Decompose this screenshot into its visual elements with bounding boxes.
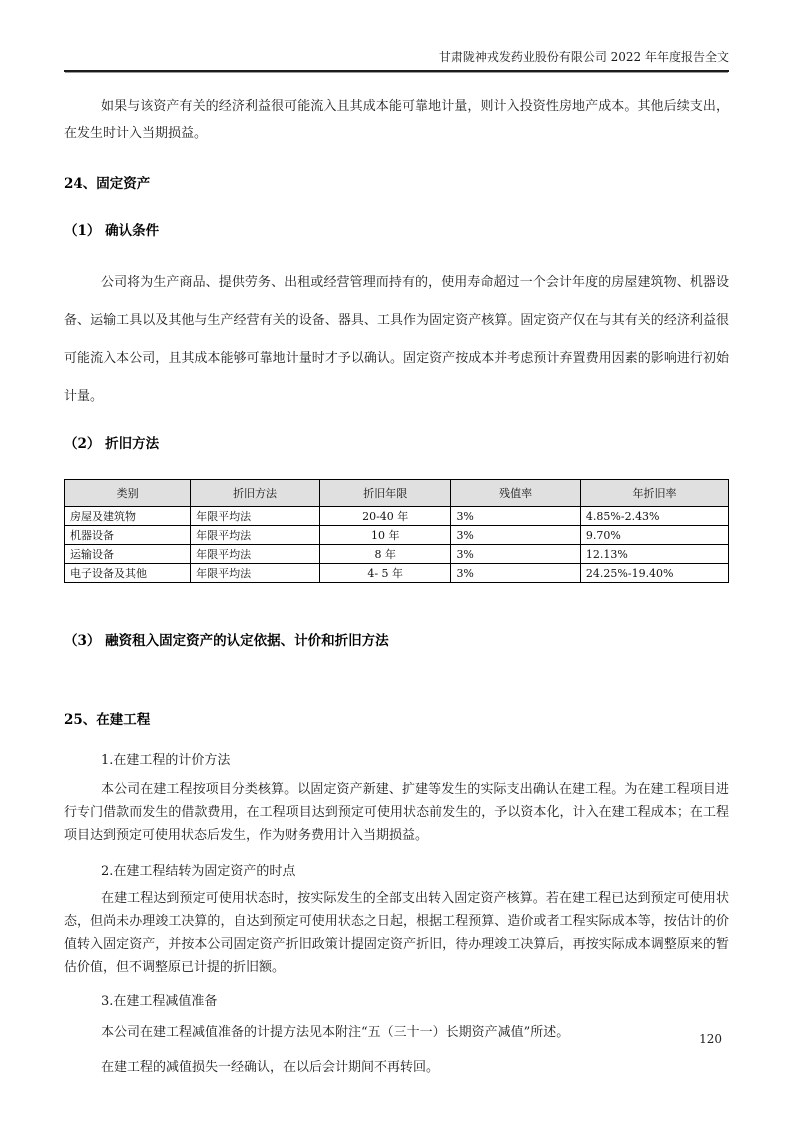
document-content [64, 93, 729, 1079]
section-24-heading: 24、固定资产 [64, 176, 151, 192]
table-cell: 10 年 [319, 526, 450, 545]
table-cell: 9.70% [580, 526, 728, 545]
table-cell: 24.25%-19.40% [580, 564, 728, 583]
table-cell: 12.13% [580, 545, 728, 564]
table-header-years: 折旧年限 [319, 480, 450, 507]
table-row [65, 526, 729, 545]
section-25-item3-paragraph1: 本公司在建工程减值准备的计提方法见本附注“五（三十一）长期资产减值”所述。 [101, 1025, 570, 1040]
table-cell: 8 年 [319, 545, 450, 564]
table-cell: 机器设备 [65, 526, 191, 545]
table-header-residual-rate: 残值率 [451, 480, 580, 507]
table-header-row [65, 480, 729, 507]
table-cell: 3% [451, 507, 580, 526]
table-cell: 房屋及建筑物 [65, 507, 191, 526]
table-row [65, 564, 729, 583]
table-header-annual-rate: 年折旧率 [580, 480, 728, 507]
table-cell: 运输设备 [65, 545, 191, 564]
report-header-title: 甘肃陇神戎发药业股份有限公司 2022 年年度报告全文 [64, 0, 729, 72]
table-header-category: 类别 [65, 480, 191, 507]
section-25-heading: 25、在建工程 [64, 712, 151, 728]
section-24-sub3-heading: （3） 融资租入固定资产的认定依据、计价和折旧方法 [64, 633, 389, 649]
table-cell: 年限平均法 [191, 545, 320, 564]
table-header-method: 折旧方法 [191, 480, 320, 507]
table-cell: 年限平均法 [191, 526, 320, 545]
table-row [65, 545, 729, 564]
table-cell: 3% [451, 526, 580, 545]
table-cell: 电子设备及其他 [65, 564, 191, 583]
section-25-item1-paragraph: 本公司在建工程按项目分类核算。以固定资产新建、扩建等发生的实际支出确认在建工程。为在建工程项目进行专门借款而发生的借款费用，在工程项目达到预定可使用状态前发生的，予以资本化，计入在建工程成本；在工程项目达到预定可使用状态后发生，作为财务费用计入当期损益。 [64, 782, 729, 843]
section-25-item3-title: 3.在建工程减值准备 [101, 994, 218, 1009]
table-cell: 年限平均法 [191, 507, 320, 526]
section-25-item2-paragraph: 在建工程达到预定可使用状态时，按实际发生的全部支出转入固定资产核算。若在建工程已达到预定可使用状态，但尚未办理竣工决算的，自达到预定可使用状态之日起，根据工程预算、造价或者工程实际成本等，按估计的价值转入固定资产，并按本公司固定资产折旧政策计提固定资产折旧，待办理竣工决算后，再按实际成本调整原来的暂估价值，但不调整原已计提的折旧额。 [64, 891, 729, 975]
table-cell: 20-40 年 [319, 507, 450, 526]
page-number: 120 [699, 1032, 722, 1046]
table-cell: 年限平均法 [191, 564, 320, 583]
intro-paragraph: 如果与该资产有关的经济利益很可能流入且其成本能可靠地计量，则计入投资性房地产成本。其他后续支出，在发生时计入当期损益。 [64, 99, 729, 141]
section-25-item3-paragraph2: 在建工程的减值损失一经确认，在以后会计期间不再转回。 [101, 1060, 440, 1075]
section-25-item2-title: 2.在建工程结转为固定资产的时点 [101, 864, 296, 879]
section-24-sub2-heading: （2） 折旧方法 [64, 436, 160, 452]
section-24-sub1-heading: （1） 确认条件 [64, 223, 160, 239]
depreciation-table [64, 479, 729, 583]
table-row [65, 507, 729, 526]
table-cell: 4.85%-2.43% [580, 507, 728, 526]
section-25-item1-title: 1.在建工程的计价方法 [101, 753, 231, 768]
section-24-sub1-paragraph: 公司将为生产商品、提供劳务、出租或经营管理而持有的，使用寿命超过一个会计年度的房屋建筑物、机器设备、运输工具以及其他与生产经营有关的设备、器具、工具作为固定资产核算。固定资产仅在与其有关的经济利益很可能流入本公司，且其成本能够可靠地计量时才予以确认。固定资产按成本并考虑预计弃置费用因素的影响进行初始计量。 [64, 275, 729, 404]
table-cell: 3% [451, 564, 580, 583]
table-cell: 3% [451, 545, 580, 564]
table-cell: 4- 5 年 [319, 564, 450, 583]
